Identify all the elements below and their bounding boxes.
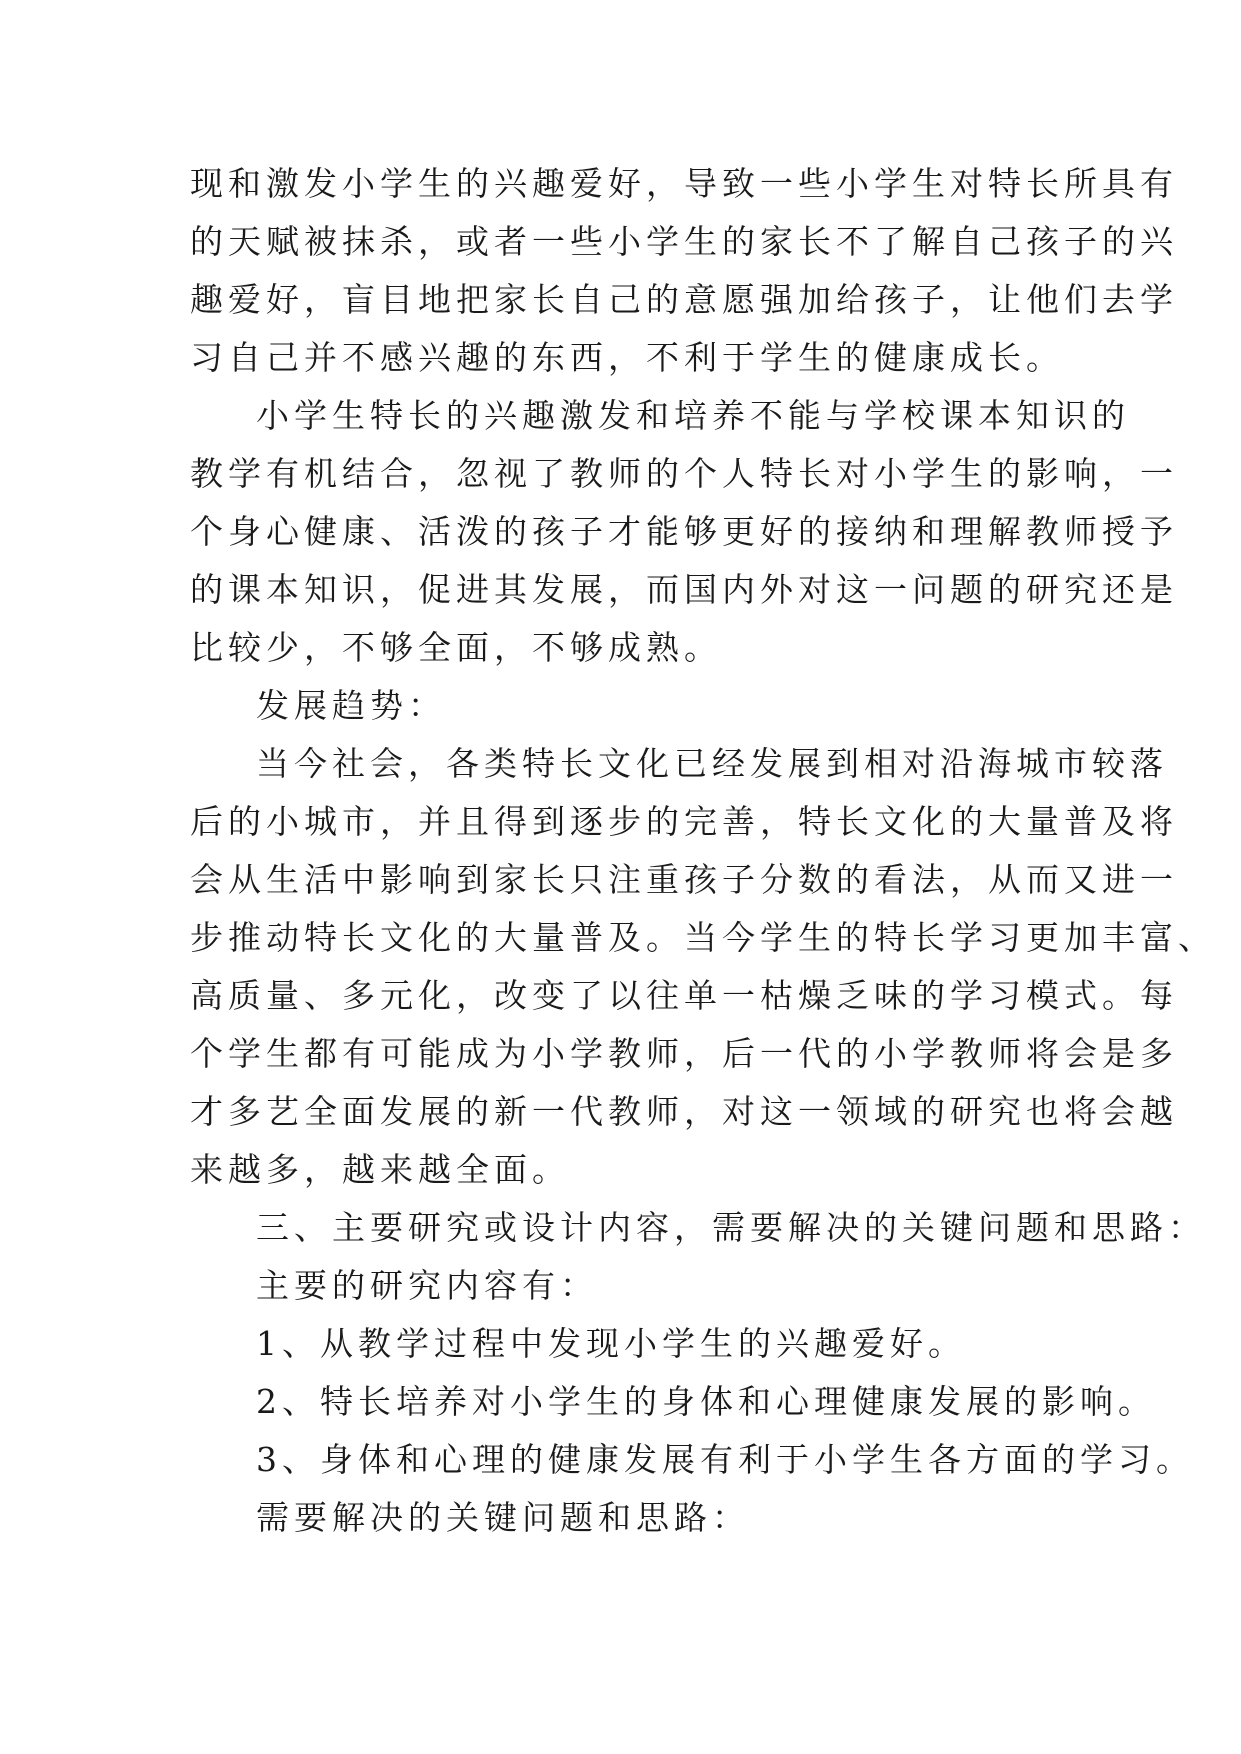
text-line: 2、特长培养对小学生的身体和心理健康发展的影响。	[256, 1382, 1156, 1421]
text-line: 1、从教学过程中发现小学生的兴趣爱好。	[256, 1324, 966, 1363]
list-item-1	[190, 1315, 1070, 1373]
subheading-key-problems	[190, 1489, 1070, 1547]
text-line: 教学有机结合，忽视了教师的个人特长对小学生的影响，一	[190, 454, 1178, 493]
text-line: 才多艺全面发展的新一代教师，对这一领域的研究也将会越	[190, 1092, 1178, 1131]
text-line: 趣爱好，盲目地把家长自己的意愿强加给孩子，让他们去学	[190, 280, 1178, 319]
section-heading-trend	[190, 677, 1070, 735]
text-line: 现和激发小学生的兴趣爱好，导致一些小学生对特长所具有	[190, 164, 1178, 203]
text-line: 习自己并不感兴趣的东西，不利于学生的健康成长。	[190, 338, 1064, 377]
section-heading-main-content	[190, 1199, 1206, 1257]
text-line: 三、主要研究或设计内容，需要解决的关键问题和思路：	[256, 1208, 1206, 1247]
list-item-2	[190, 1373, 1156, 1431]
paragraph-2	[190, 387, 1178, 677]
text-line: 当今社会，各类特长文化已经发展到相对沿海城市较落	[256, 744, 1168, 783]
text-line: 主要的研究内容有：	[256, 1266, 598, 1305]
text-line: 需要解决的关键问题和思路：	[256, 1498, 750, 1537]
text-line: 高质量、多元化，改变了以往单一枯燥乏味的学习模式。每	[190, 976, 1178, 1015]
text-line: 个身心健康、活泼的孩子才能够更好的接纳和理解教师授予	[190, 512, 1178, 551]
document-body	[190, 155, 1216, 1547]
list-item-3	[190, 1431, 1194, 1489]
text-line: 会从生活中影响到家长只注重孩子分数的看法，从而又进一	[190, 860, 1178, 899]
text-line: 发展趋势：	[256, 686, 446, 725]
text-line: 的课本知识，促进其发展，而国内外对这一问题的研究还是	[190, 570, 1178, 609]
text-line: 步推动特长文化的大量普及。当今学生的特长学习更加丰富、	[190, 918, 1216, 957]
text-line: 个学生都有可能成为小学教师，后一代的小学教师将会是多	[190, 1034, 1178, 1073]
text-line: 后的小城市，并且得到逐步的完善，特长文化的大量普及将	[190, 802, 1178, 841]
text-line: 小学生特长的兴趣激发和培养不能与学校课本知识的	[256, 396, 1130, 435]
text-line: 来越多，越来越全面。	[190, 1150, 570, 1189]
text-line: 3、身体和心理的健康发展有利于小学生各方面的学习。	[256, 1440, 1194, 1479]
paragraph-1	[190, 155, 1178, 387]
subheading-research-content	[190, 1257, 1070, 1315]
text-line: 比较少，不够全面，不够成熟。	[190, 628, 722, 667]
text-line: 的天赋被抹杀，或者一些小学生的家长不了解自己孩子的兴	[190, 222, 1178, 261]
paragraph-3	[190, 735, 1216, 1199]
